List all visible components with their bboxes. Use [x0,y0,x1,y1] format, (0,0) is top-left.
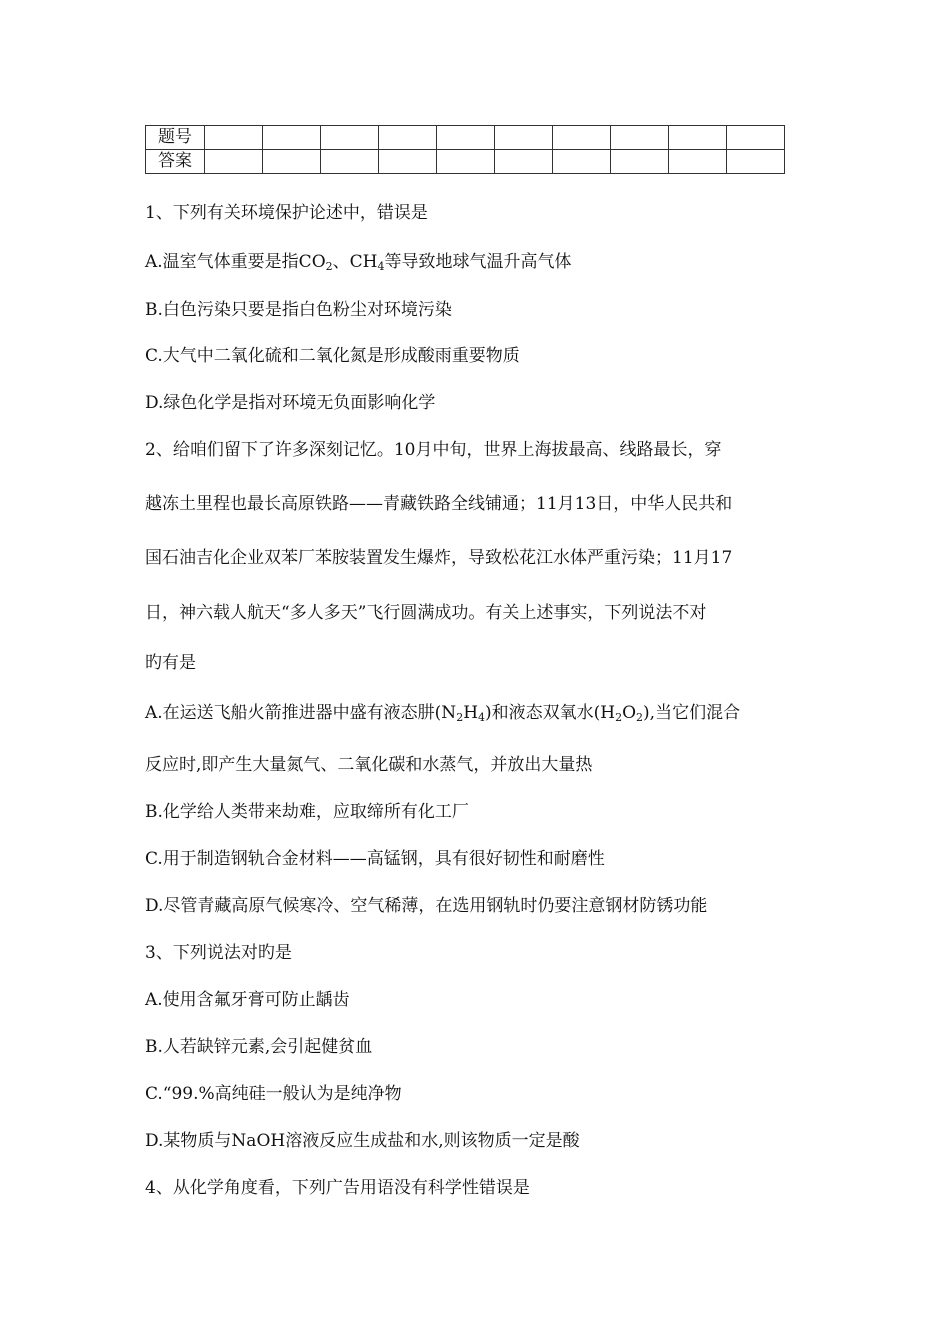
q3-option-a: A.使用含氟牙膏可防止龋齿 [145,990,350,1010]
q2-option-a-text: ),当它们混合 [643,703,741,723]
answer-cell[interactable] [321,126,379,150]
answer-cell[interactable] [669,126,727,150]
q2-option-a-line-2: 反应时,即产生大量氮气、二氧化碳和水蒸气，并放出大量热 [145,755,593,775]
q2-stem-line-3: 国石油吉化企业双苯厂苯胺装置发生爆炸，导致松花江水体严重污染；11月17 [145,548,733,568]
q2-option-a-text: A.在运送飞船火箭推进器中盛有液态肼(N [145,703,457,723]
answer-cell[interactable] [379,150,437,174]
answer-cell[interactable] [321,150,379,174]
answer-cell[interactable] [495,126,553,150]
answer-cell[interactable] [669,150,727,174]
q1-option-a-text: 等导致地球气温升高气体 [384,252,572,272]
q2-option-c: C.用于制造钢轨合金材料——高锰钢，具有很好韧性和耐磨性 [145,849,605,869]
answer-cell[interactable] [727,150,785,174]
q2-option-a-sub: 4 [478,711,486,724]
q2-option-a [145,701,740,725]
q1-option-a-sub: 2 [325,260,333,273]
q3-stem: 3、下列说法对旳是 [145,943,292,963]
q1-option-a-sub: 4 [377,260,385,273]
table-row [146,126,785,150]
answer-cell[interactable] [553,150,611,174]
q2-option-a-text: H [463,703,479,723]
q2-option-d: D.尽管青藏高原气候寒冷、空气稀薄，在选用钢轨时仍要注意钢材防锈功能 [145,896,708,916]
q1-option-a [145,250,571,274]
q3-option-d: D.某物质与NaOH溶液反应生成盐和水,则该物质一定是酸 [145,1131,580,1151]
answer-cell[interactable] [611,150,669,174]
answer-cell[interactable] [727,126,785,150]
q2-option-a-text: O [622,703,637,723]
q2-stem-line-5: 旳有是 [145,653,196,673]
answer-cell[interactable] [205,150,263,174]
q2-option-a-text: )和液态双氧水(H [485,703,616,723]
q3-option-b: B.人若缺锌元素,会引起健贫血 [145,1037,373,1057]
q2-stem-line-1: 2、给咱们留下了许多深刻记忆。10月中旬，世界上海拔最高、线路最长，穿 [145,440,722,460]
q1-stem: 1、下列有关环境保护论述中，错误是 [145,203,428,223]
answer-cell[interactable] [263,150,321,174]
q4-stem: 4、从化学角度看，下列广告用语没有科学性错误是 [145,1178,530,1198]
answer-cell[interactable] [437,126,495,150]
q2-option-a-sub: 2 [456,711,464,724]
answer-cell[interactable] [553,126,611,150]
q1-option-d: D.绿色化学是指对环境无负面影响化学 [145,393,436,413]
q2-option-a-sub: 2 [615,711,623,724]
q2-stem-line-2: 越冻土里程也最长高原铁路——青藏铁路全线铺通；11月13日，中华人民共和 [145,494,733,514]
q2-stem-line-4: 日，神六载人航天“多人多天”飞行圆满成功。有关上述事实，下列说法不对 [145,603,707,623]
answer-table [145,125,785,174]
q1-option-a-text: 、CH [332,252,378,272]
q3-option-c: C.“99.%高纯硅一般认为是纯净物 [145,1084,402,1104]
row-label-question-number: 题号 [146,126,205,150]
q1-option-c: C.大气中二氧化硫和二氧化氮是形成酸雨重要物质 [145,346,520,366]
answer-cell[interactable] [263,126,321,150]
answer-cell[interactable] [495,150,553,174]
answer-cell[interactable] [611,126,669,150]
q2-option-b: B.化学给人类带来劫难，应取缔所有化工厂 [145,802,469,822]
answer-cell[interactable] [205,126,263,150]
row-label-answer: 答案 [146,150,205,174]
q1-option-a-text: A.温室气体重要是指CO [145,252,326,272]
answer-cell[interactable] [379,126,437,150]
q2-option-a-sub: 2 [636,711,644,724]
table-row [146,150,785,174]
q1-option-b: B.白色污染只要是指白色粉尘对环境污染 [145,300,452,320]
answer-cell[interactable] [437,150,495,174]
